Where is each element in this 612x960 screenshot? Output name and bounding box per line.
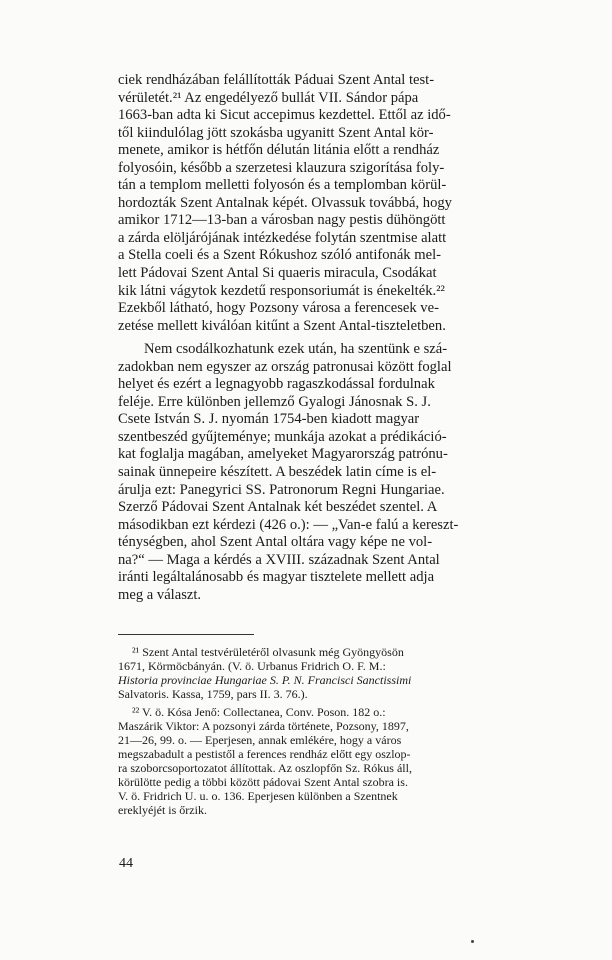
text-line: meg a választ. bbox=[118, 586, 202, 603]
footnotes bbox=[118, 645, 494, 817]
footnote-line: ²¹ Szent Antal testvérületéről olvasunk még Gyöngyösön bbox=[132, 645, 404, 659]
text-line: től kiindulólag jött szokásba ugyanitt Szent Antal kör- bbox=[118, 124, 434, 141]
main-text bbox=[118, 72, 494, 604]
text-line: Szerző Pádovai Szent Antalnak két beszédet szentel. A bbox=[118, 499, 438, 516]
text-line: vérületét.²¹ Az engedélyező bullát VII. Sándor pápa bbox=[118, 89, 419, 106]
text-line: a Stella coeli és a Szent Rókushoz szóló antifonák mel- bbox=[118, 247, 442, 264]
print-speck bbox=[471, 940, 474, 943]
paragraph-2 bbox=[118, 341, 494, 604]
text-line: na?“ — Maga a kérdés a XVIII. századnak Szent Antal bbox=[118, 551, 440, 568]
footnote-line: 21—26, 99. o. — Eperjesen, annak emlékére, hogy a város bbox=[118, 733, 402, 747]
text-line: amikor 1712—13-ban a városban nagy pestis dühöngött bbox=[118, 212, 446, 229]
text-line: Csete István S. J. nyomán 1754-ben kiadott magyar bbox=[118, 411, 420, 428]
footnote-separator bbox=[118, 634, 254, 635]
text-line: kik látni vágytok kezdetű responsoriumát is énekelték.²² bbox=[118, 282, 445, 299]
text-line: szentbeszéd gyűjteménye; munkája azokat a prédikáció- bbox=[118, 428, 447, 445]
footnote-line: ra szoborcsoportozatot állítottak. Az oszlopfőn Sz. Rókus áll, bbox=[118, 761, 412, 775]
text-line: tán a templom melletti folyosón és a templomban körül- bbox=[118, 177, 447, 194]
text-line: Nem csodálkozhatunk ezek után, ha szentünk e szá- bbox=[144, 341, 448, 358]
text-line: Ezekből látható, hogy Pozsony városa a ferencesek ve- bbox=[118, 300, 439, 317]
text-line: árulja ezt: Panegyrici SS. Patronorum Regni Hungariae. bbox=[118, 481, 445, 498]
text-line: 1663-ban adta ki Sicut accepimus kezdettel. Ettől az idő- bbox=[118, 107, 451, 124]
footnote-line: megszabadult a pestistől a ferences rendház előtt egy oszlop- bbox=[118, 747, 411, 761]
text-line: hordozták Szent Antalnak képét. Olvassuk továbbá, hogy bbox=[118, 194, 452, 211]
footnote-line: körülötte pedig a többi között pádovai Szent Antal szobra is. bbox=[118, 775, 408, 789]
text-line: sainak ünnepeire készített. A beszédek latin címe is el- bbox=[118, 464, 437, 481]
text-line: zadokban nem egyszer az ország patronusai között foglal bbox=[118, 358, 452, 375]
text-line: iránti legáltalánosabb és magyar tisztelete mellett adja bbox=[118, 569, 435, 586]
footnote-line: V. ö. Fridrich U. u. o. 136. Eperjesen különben a Szentnek bbox=[118, 789, 398, 803]
footnote-line: ²² V. ö. Kósa Jenő: Collectanea, Conv. Poson. 182 o.: bbox=[132, 705, 386, 719]
text-line: menete, amikor is hétfőn délután litánia előtt a rendház bbox=[118, 142, 440, 159]
footnote-line: ereklyéjét is őrzik. bbox=[118, 803, 207, 817]
text-line: helyet és ezért a legnagyobb ragaszkodással fordulnak bbox=[118, 376, 435, 393]
footnote-21 bbox=[118, 645, 494, 701]
text-line: folyosóin, később a szerzetesi klauzura szigorítása foly- bbox=[118, 159, 445, 176]
footnote-line: Historia provinciae Hungariae S. P. N. Francisci Sanctissimi bbox=[118, 673, 412, 687]
text-line: kat foglalja magában, amelyeket Magyarország patrónu- bbox=[118, 446, 448, 463]
text-line: másodikban ezt kérdezi (426 o.): — „Van-e falú a kereszt- bbox=[118, 516, 459, 533]
text-line: zetése mellett kiválóan kitűnt a Szent Antal-tiszteletben. bbox=[118, 317, 446, 334]
footnote-22 bbox=[118, 705, 494, 817]
footnote-line: 1671, Körmöcbányán. (V. ö. Urbanus Fridrich O. F. M.: bbox=[118, 659, 386, 673]
text-line: a zárda elöljárójának intézkedése folytán szentmise alatt bbox=[118, 229, 447, 246]
footnote-line: Salvatoris. Kassa, 1759, pars II. 3. 76.). bbox=[118, 687, 308, 701]
page-number: 44 bbox=[119, 856, 133, 871]
paragraph-1 bbox=[118, 72, 494, 335]
text-line: ténységben, ahol Szent Antal oltára vagy képe ne vol- bbox=[118, 534, 433, 551]
footnote-line: Maszárik Viktor: A pozsonyi zárda története, Pozsony, 1897, bbox=[118, 719, 409, 733]
text-line: ciek rendházában felállították Páduai Szent Antal test- bbox=[118, 72, 435, 88]
text-line: lett Pádovai Szent Antal Si quaeris miracula, Csodákat bbox=[118, 265, 437, 282]
text-line: feléje. Erre különben jellemző Gyalogi Jánosnak S. J. bbox=[118, 393, 431, 410]
